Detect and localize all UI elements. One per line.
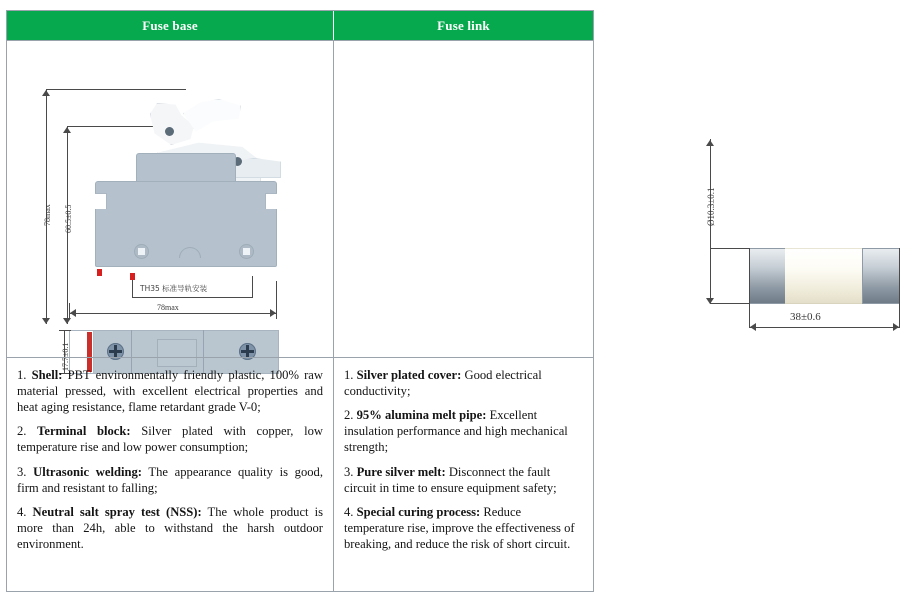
dim-arrow-outer-bottom <box>42 318 50 324</box>
feature-item <box>344 367 583 399</box>
red-marker-right <box>130 273 135 280</box>
feature-number: 4. <box>344 504 354 519</box>
fuse-ceramic-tube <box>785 248 864 304</box>
feature-number: 3. <box>344 464 354 479</box>
dim-label-overall-height: 78max <box>43 204 52 226</box>
feature-term: Neutral salt spray test (NSS): <box>32 504 202 519</box>
feature-number: 1. <box>344 368 354 382</box>
table-header-row <box>7 11 593 40</box>
terminal-hole-right <box>239 244 254 259</box>
feature-body: Disconnect the fault circuit in time to ensure equipment safety; <box>344 464 557 495</box>
dim-arrow-body-top <box>63 127 71 133</box>
rail-installation-note: TH35 标准导轨安装 <box>140 284 208 293</box>
feature-item <box>344 464 583 496</box>
toggle-lever-upper <box>150 103 194 145</box>
fuse-base-drawing-cell <box>7 40 334 371</box>
feature-item <box>17 423 323 455</box>
dim-label-body-height: 60.5±0.5 <box>64 204 73 233</box>
feature-item <box>17 367 323 415</box>
feature-item <box>344 504 583 552</box>
feature-term: Pure silver melt: <box>356 464 446 479</box>
dim-line-width <box>69 313 277 314</box>
rail-note-box-top <box>132 297 252 298</box>
fuse-link-drawing-cell <box>334 40 821 357</box>
fuse-base-description-cell <box>7 357 334 591</box>
dim-ext-width-right <box>276 281 277 319</box>
rail-note-box-right <box>252 276 253 298</box>
dim-label-diameter: Ø10.3±0.1 <box>706 187 716 226</box>
feature-term: Shell: <box>31 368 63 382</box>
fuse-end-cap-left <box>749 248 787 304</box>
header-fuse-link: Fuse link <box>334 11 593 40</box>
table-drawing-row <box>7 40 821 371</box>
header-fuse-base: Fuse base <box>7 11 334 40</box>
feature-body: PBT environmentally friendly plastic, 100% raw material pressed, with excellent electrical properties and heat aging resistance, flame retardant grade V-0; <box>17 368 323 415</box>
feature-body: Excellent insulation performance and high mechanical strength; <box>344 408 568 455</box>
lever-pivot-left <box>165 127 174 136</box>
dim-line-length <box>749 327 900 328</box>
feature-item <box>344 407 583 455</box>
fuse-link-drawing <box>334 41 821 357</box>
base-notch-right <box>265 193 277 209</box>
feature-number: 4. <box>17 504 27 519</box>
dim-arrow-outer-top <box>42 90 50 96</box>
dim-arrow-width-left <box>70 309 76 317</box>
dim-arrow-width-right <box>270 309 276 317</box>
table-description-row <box>7 357 593 591</box>
feature-number: 1. <box>17 368 27 382</box>
feature-term: Silver plated cover: <box>356 368 462 382</box>
fuse-base-drawing <box>7 41 333 371</box>
fuse-end-cap-right <box>862 248 900 304</box>
dim-ext-length-left <box>749 248 750 328</box>
terminal-hole-left <box>134 244 149 259</box>
feature-number: 2. <box>17 424 27 439</box>
fuse-link-feature-list <box>334 358 593 564</box>
dim-arrow-diameter-top <box>706 140 714 146</box>
dim-label-side-height: 17.7±0.1 <box>61 342 70 371</box>
dim-label-overall-width: 78max <box>157 303 179 312</box>
fuse-base-feature-list <box>7 358 333 564</box>
product-spec-table <box>6 10 821 592</box>
feature-term: Special curing process: <box>356 504 481 519</box>
dim-ext-diameter-top <box>710 248 752 249</box>
base-notch-left <box>95 193 107 209</box>
feature-body: Silver plated with copper, low temperature rise and low power consumption; <box>17 424 323 455</box>
fuse-link-description-cell <box>334 357 593 591</box>
feature-body: The appearance quality is good, firm and resistant to falling; <box>17 464 324 495</box>
feature-number: 2. <box>344 408 354 423</box>
feature-body: The whole product is more than 24h, able to withstand the harsh outdoor environment. <box>17 504 324 551</box>
feature-term: 95% alumina melt pipe: <box>356 408 487 423</box>
feature-number: 3. <box>17 464 27 479</box>
dim-arrow-length-left <box>750 323 756 331</box>
dim-ext-outer-top <box>46 89 186 90</box>
feature-body: Good electrical conductivity; <box>344 368 542 399</box>
feature-item <box>17 504 323 552</box>
dim-label-length: 38±0.6 <box>790 311 821 323</box>
feature-term: Terminal block: <box>37 424 131 439</box>
dim-ext-diameter-bottom <box>710 303 752 304</box>
dim-arrow-length-right <box>893 323 899 331</box>
feature-term: Ultrasonic welding: <box>33 464 142 479</box>
red-marker-left <box>97 269 102 276</box>
feature-body: Reduce temperature rise, improve the effectiveness of breaking, and reduce the risk of short circuit. <box>344 504 575 551</box>
dim-ext-side-top <box>59 330 71 331</box>
feature-item <box>17 464 323 496</box>
